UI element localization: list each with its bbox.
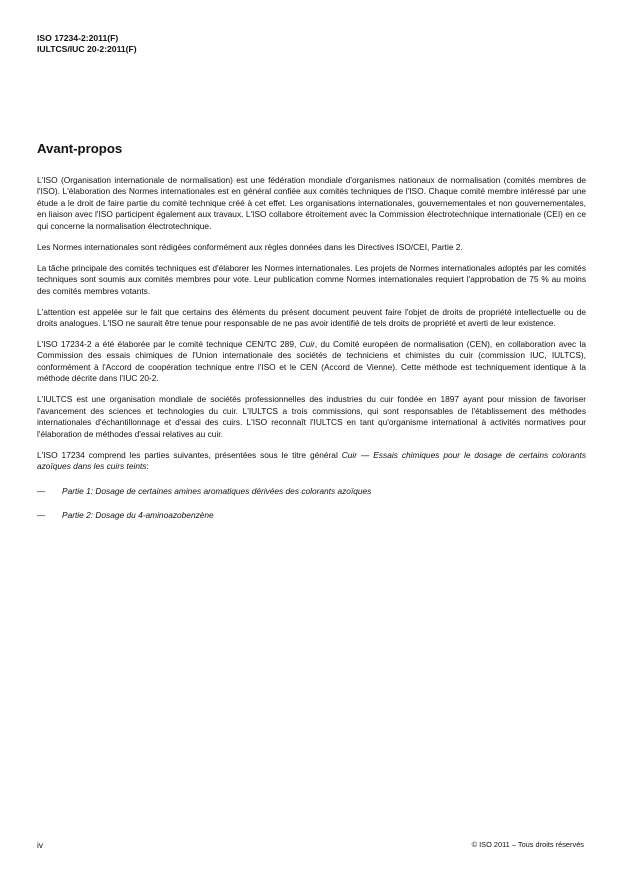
paragraph xyxy=(37,450,586,473)
document-body xyxy=(37,175,586,535)
list-item xyxy=(37,510,586,521)
copyright: © ISO 2011 – Tous droits réservés xyxy=(471,840,584,849)
page-number: iv xyxy=(37,840,44,850)
paragraph: L'ISO (Organisation internationale de normalisation) est une fédération mondiale d'organismes nationaux de normalisation (comités membres de l'ISO). L'élaboration des Normes internationales est en général confiée aux comités techniques de l'ISO. Chaque comité membre intéressé par une étude a le droit de faire partie du comité technique créé à cet effet. Les organisations internationales, gouvernementales et non gouvernementales, en liaison avec l'ISO participent également aux travaux. L'ISO collabore étroitement avec la Commission électrotechnique internationale (CEI) en ce qui concerne la normalisation électrotechnique. xyxy=(37,175,586,231)
italic-text: Cuir — Essais chimiques pour le dosage de certains colorants azoïques dans les cuirs teints xyxy=(37,449,586,472)
list-item-text: Partie 2: Dosage du 4-aminoazobenzène xyxy=(62,510,214,521)
dash-bullet: — xyxy=(37,510,46,521)
text: , du Comité européen de normalisation (CEN), en collaboration avec la Commission des essais chimiques de l'Union internationale des sociétés de techniciens et chimistes du cuir (commission IUC, IULTCS), conformément à l'Accord de coopération technique entre l'ISO et le CEN (Accord de Vienne). Cette méthode est techniquement identique à la méthode décrite dans l'IUC 20-2. xyxy=(37,338,586,384)
paragraph: Les Normes internationales sont rédigées conformément aux règles données dans les Directives ISO/CEI, Partie 2. xyxy=(37,241,463,252)
paragraph: La tâche principale des comités techniques est d'élaborer les Normes internationales. Les projets de Normes internationales adoptés par les comités techniques sont soumis aux comités membres pour vote. Leur publication comme Normes internationales requiert l'approbation de 75 % au moins des comités membres votants. xyxy=(37,262,586,296)
paragraph: L'attention est appelée sur le fait que certains des éléments du présent document peuvent faire l'objet de droits de propriété intellectuelle ou de droits analogues. L'ISO ne saurait être tenue pour responsable de ne pas avoir identifié de tels droits de propriété et averti de leur existence. xyxy=(37,306,586,329)
standard-number: ISO 17234-2:2011(F) xyxy=(37,33,119,43)
list-item-text: Partie 1: Dosage de certaines amines aromatiques dérivées des colorants azoïques xyxy=(62,485,372,496)
iultcs-number: IULTCS/IUC 20-2:2011(F) xyxy=(37,43,137,54)
page-title: Avant-propos xyxy=(37,141,123,156)
paragraph: L'IULTCS est une organisation mondiale de sociétés professionnelles des industries du cuir fondée en 1897 ayant pour mission de favoriser l'avancement des sciences et technologies du cuir. L'IULTCS a trois commissions, qui sont responsables de l'établissement des méthodes internationales d'échantillonnage et d'essai des cuirs. L'ISO reconnaît l'IULTCS en tant qu'organisme international à activités normatives pour l'élaboration de méthodes d'essai relatives au cuir. xyxy=(37,394,586,439)
document-header xyxy=(37,33,137,54)
text: L'ISO 17234-2 a été élaborée par le comité technique CEN/TC 289, xyxy=(37,338,300,349)
paragraph xyxy=(37,339,586,385)
list-item xyxy=(37,486,586,497)
italic-text: Cuir xyxy=(299,338,315,349)
dash-bullet: — xyxy=(37,485,46,496)
text: : xyxy=(146,461,149,472)
text: L'ISO 17234 comprend les parties suivantes, présentées sous le titre général xyxy=(37,449,342,460)
